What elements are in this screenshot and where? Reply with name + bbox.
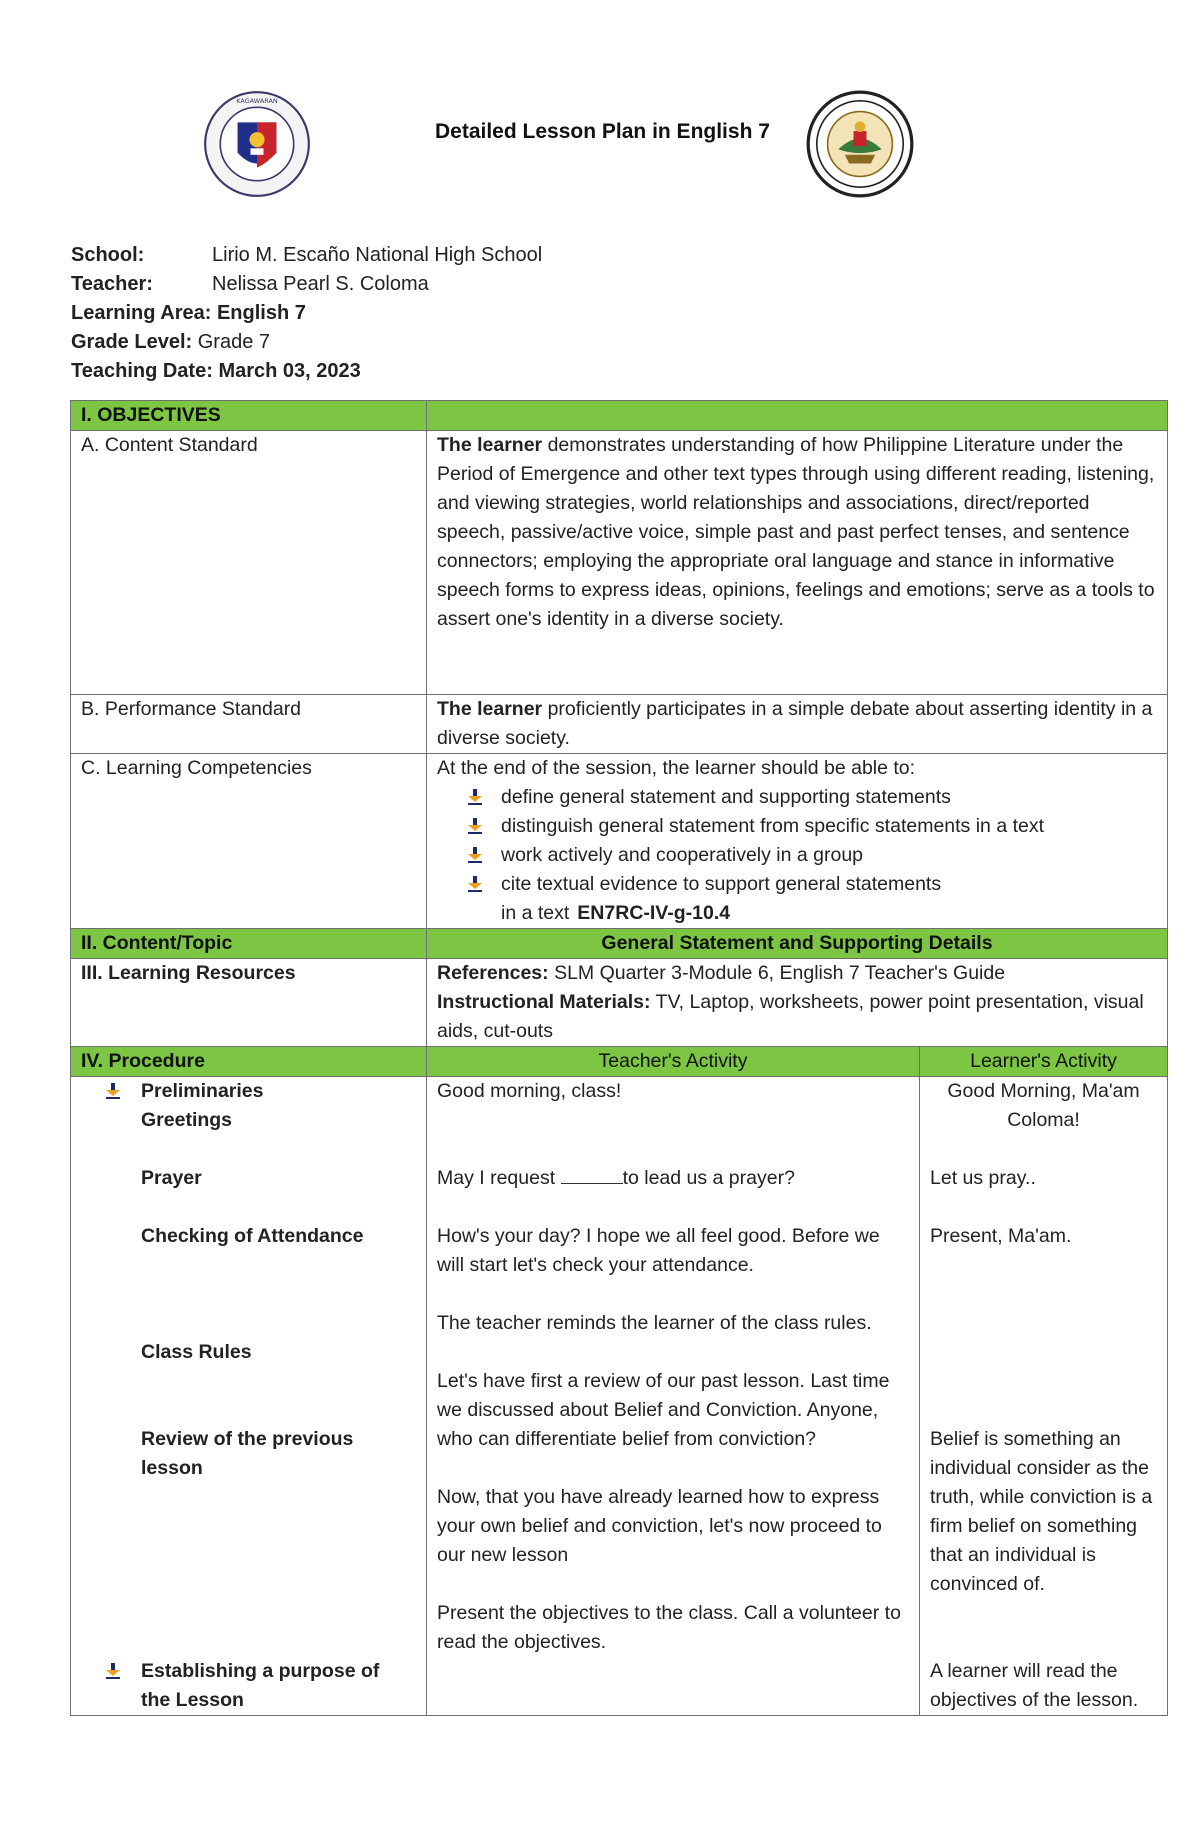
procedure-body-row [71, 1077, 1168, 1716]
procedure-header-row [71, 1047, 1168, 1077]
competency-code: EN7RC-IV-g-10.4 [577, 902, 731, 924]
deped-seal-logo [203, 90, 311, 198]
learning-area-value: English 7 [216, 302, 306, 324]
learning-area-label: Learning Area: [71, 302, 212, 324]
transition-teacher: Now, that you have already learned how to express your own belief and conviction, let's now proceed to our new lesson [437, 1486, 882, 1566]
content-standard-cell [427, 431, 1168, 695]
school-label: School: [71, 244, 145, 266]
greetings-learner: Good Morning, Ma'am Coloma! [947, 1080, 1140, 1131]
objectives-heading: I. OBJECTIVES [71, 401, 427, 431]
preliminaries-label: Preliminaries [141, 1080, 264, 1102]
competency-item: work actively and cooperatively in a group [467, 841, 1157, 870]
prayer-teacher: May I request to lead us a prayer? [437, 1167, 795, 1189]
review-learner: Belief is something an individual consider as the truth, while conviction is a firm belief on something that an individual is convinced of. [930, 1428, 1153, 1595]
learner-activity-cell [920, 1077, 1168, 1716]
teacher-activity-heading: Teacher's Activity [427, 1047, 920, 1077]
learner-activity-heading: Learner's Activity [920, 1047, 1168, 1077]
competency-item: distinguish general statement from specific statements in a text [467, 812, 1157, 841]
procedure-heading: IV. Procedure [71, 1047, 427, 1077]
references-value: SLM Quarter 3-Module 6, English 7 Teacher's Guide [554, 962, 1006, 984]
greetings-teacher: Good morning, class! [437, 1080, 622, 1102]
content-standard-text: demonstrates understanding of how Philippine Literature under the Period of Emergence and other text types through using different reading, listening, and viewing strategies, world relationships and associations, direct/reported speech, passive/active voice, simple past and past perfect tenses, and sentence connectors; employing the appropriate oral language and stance in informative speech forms to express ideas, opinions, feelings and emotions; serve as a tools to assert one's identity in a diverse society. [437, 434, 1155, 630]
competency-last-line: in a text [501, 902, 570, 924]
references-label: References: [437, 962, 549, 984]
lesson-plan-table [70, 400, 1168, 1716]
purpose-learner: A learner will read the objectives of the lesson. [930, 1660, 1139, 1711]
document-header [0, 90, 1200, 210]
purpose-label: Establishing a purpose of the Lesson [141, 1660, 380, 1711]
learning-area-row [71, 299, 542, 328]
arrow-down-bullet-icon [105, 1663, 121, 1679]
arrow-down-bullet-icon [467, 789, 483, 805]
objectives-header-blank [427, 401, 1168, 431]
resources-cell [427, 959, 1168, 1047]
page-title: Detailed Lesson Plan in English 7 [435, 120, 770, 143]
lesson-info [71, 241, 542, 386]
prayer-blank [561, 1165, 623, 1184]
competency-item: cite textual evidence to support general statements in a text EN7RC-IV-g-10.4 [467, 870, 1157, 928]
materials-value: TV, Laptop, worksheets, power point presentation, visual aids, cut-outs [437, 991, 1144, 1042]
review-teacher: Let's have first a review of our past lesson. Last time we discussed about Belief and Conviction. Anyone, who can differentiate belief from conviction? [437, 1370, 890, 1450]
arrow-down-bullet-icon [105, 1083, 121, 1099]
materials-line [437, 988, 1157, 1046]
arrow-down-bullet-icon [467, 847, 483, 863]
resources-row [71, 959, 1168, 1047]
performance-standard-text: proficiently participates in a simple debate about asserting identity in a diverse society. [437, 698, 1153, 749]
class-rules-label: Class Rules [141, 1341, 252, 1363]
school-row [71, 241, 542, 270]
performance-standard-label: B. Performance Standard [71, 695, 427, 754]
teacher-label: Teacher: [71, 273, 153, 295]
competencies-row [71, 754, 1168, 929]
competencies-list [437, 783, 1157, 928]
prayer-label: Prayer [141, 1167, 202, 1189]
materials-label: Instructional Materials: [437, 991, 651, 1013]
rules-teacher: The teacher reminds the learner of the class rules. [437, 1312, 872, 1334]
svg-text:KAGAWARAN: KAGAWARAN [236, 96, 278, 105]
content-heading: II. Content/Topic [71, 929, 427, 959]
objectives-header-row [71, 401, 1168, 431]
attendance-teacher: How's your day? I hope we all feel good. Before we will start let's check your attendance. [437, 1225, 880, 1276]
performance-standard-lead: The learner [437, 698, 543, 720]
teacher-activity-cell [427, 1077, 920, 1716]
teacher-row [71, 270, 542, 299]
competency-item: define general statement and supporting statements [467, 783, 1157, 812]
procedure-steps-cell [71, 1077, 427, 1716]
resources-heading: III. Learning Resources [71, 959, 427, 1047]
content-standard-label: A. Content Standard [71, 431, 427, 695]
date-label: Teaching Date: [71, 360, 213, 382]
date-value: March 03, 2023 [218, 360, 361, 382]
content-topic: General Statement and Supporting Details [427, 929, 1168, 959]
purpose-teacher: Present the objectives to the class. Call a volunteer to read the objectives. [437, 1602, 901, 1653]
content-topic-row [71, 929, 1168, 959]
preliminaries-step [71, 1077, 416, 1135]
competencies-label: C. Learning Competencies [71, 754, 427, 929]
grade-label: Grade Level: [71, 331, 193, 353]
performance-standard-row [71, 695, 1168, 754]
school-value: Lirio M. Escaño National High School [212, 244, 543, 266]
purpose-step [71, 1657, 416, 1715]
grade-value: Grade 7 [197, 331, 270, 353]
competencies-intro: At the end of the session, the learner should be able to: [437, 757, 916, 779]
arrow-down-bullet-icon [467, 818, 483, 834]
attendance-learner: Present, Ma'am. [930, 1225, 1072, 1247]
school-seal-logo [806, 90, 914, 198]
content-standard-row [71, 431, 1168, 695]
review-label: Review of the previous lesson [141, 1428, 354, 1479]
references-line [437, 959, 1157, 988]
content-standard-lead: The learner [437, 434, 543, 456]
teacher-value: Nelissa Pearl S. Coloma [212, 273, 429, 295]
performance-standard-cell [427, 695, 1168, 754]
grade-row [71, 328, 542, 357]
arrow-down-bullet-icon [467, 876, 483, 892]
prayer-learner: Let us pray.. [930, 1167, 1036, 1189]
attendance-label: Checking of Attendance [141, 1225, 364, 1247]
greetings-label: Greetings [141, 1109, 233, 1131]
date-row [71, 357, 542, 386]
competencies-cell [427, 754, 1168, 929]
